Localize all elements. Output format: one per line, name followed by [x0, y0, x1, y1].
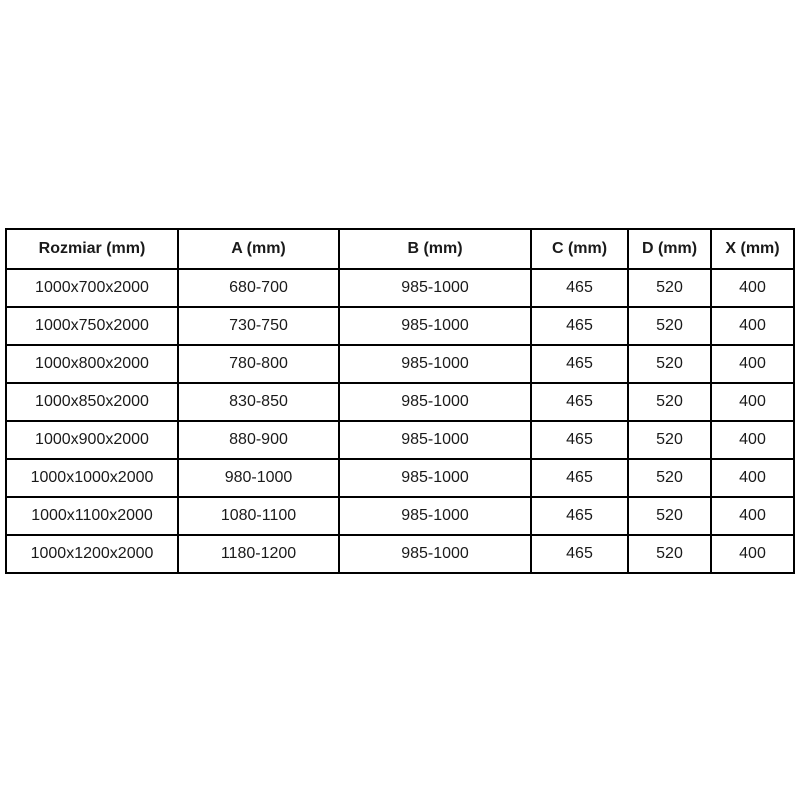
header-row	[6, 229, 794, 269]
table-cell: 985-1000	[339, 497, 531, 535]
table-cell: 520	[628, 345, 711, 383]
dimensions-table	[5, 228, 795, 574]
table-row	[6, 459, 794, 497]
table-cell: 520	[628, 269, 711, 307]
column-header-0: Rozmiar (mm)	[6, 229, 178, 269]
table-row	[6, 497, 794, 535]
table-cell: 465	[531, 345, 628, 383]
table-cell: 985-1000	[339, 307, 531, 345]
table-cell: 400	[711, 497, 794, 535]
table-cell: 680-700	[178, 269, 339, 307]
column-header-2: B (mm)	[339, 229, 531, 269]
table-cell: 400	[711, 459, 794, 497]
table-cell: 465	[531, 535, 628, 573]
table-cell: 465	[531, 459, 628, 497]
table-cell: 1000x900x2000	[6, 421, 178, 459]
table-cell: 465	[531, 269, 628, 307]
table-cell: 520	[628, 383, 711, 421]
table-cell: 1000x1100x2000	[6, 497, 178, 535]
table-cell: 1000x750x2000	[6, 307, 178, 345]
column-header-4: D (mm)	[628, 229, 711, 269]
table-cell: 520	[628, 497, 711, 535]
table-cell: 465	[531, 497, 628, 535]
table-cell: 1080-1100	[178, 497, 339, 535]
table-cell: 1000x850x2000	[6, 383, 178, 421]
column-header-3: C (mm)	[531, 229, 628, 269]
table-cell: 985-1000	[339, 383, 531, 421]
table-cell: 400	[711, 535, 794, 573]
table-row	[6, 383, 794, 421]
table-cell: 1180-1200	[178, 535, 339, 573]
column-header-1: A (mm)	[178, 229, 339, 269]
table-row	[6, 535, 794, 573]
table-cell: 465	[531, 421, 628, 459]
table-row	[6, 269, 794, 307]
table-cell: 830-850	[178, 383, 339, 421]
table-cell: 1000x1000x2000	[6, 459, 178, 497]
table-cell: 780-800	[178, 345, 339, 383]
table-cell: 880-900	[178, 421, 339, 459]
table-row	[6, 307, 794, 345]
table-cell: 1000x700x2000	[6, 269, 178, 307]
table-cell: 465	[531, 383, 628, 421]
table-row	[6, 421, 794, 459]
table-cell: 980-1000	[178, 459, 339, 497]
table-header	[6, 229, 794, 269]
table-cell: 400	[711, 383, 794, 421]
table-cell: 985-1000	[339, 345, 531, 383]
table-cell: 985-1000	[339, 459, 531, 497]
table-cell: 400	[711, 307, 794, 345]
table-cell: 400	[711, 421, 794, 459]
table-cell: 985-1000	[339, 535, 531, 573]
table-cell: 520	[628, 421, 711, 459]
table-cell: 1000x800x2000	[6, 345, 178, 383]
table-cell: 1000x1200x2000	[6, 535, 178, 573]
table-cell: 400	[711, 269, 794, 307]
table-body	[6, 269, 794, 573]
table-cell: 730-750	[178, 307, 339, 345]
table-cell: 520	[628, 535, 711, 573]
table-cell: 985-1000	[339, 269, 531, 307]
table-cell: 465	[531, 307, 628, 345]
table-cell: 400	[711, 345, 794, 383]
column-header-5: X (mm)	[711, 229, 794, 269]
table-cell: 520	[628, 307, 711, 345]
table-row	[6, 345, 794, 383]
table-cell: 985-1000	[339, 421, 531, 459]
table-cell: 520	[628, 459, 711, 497]
